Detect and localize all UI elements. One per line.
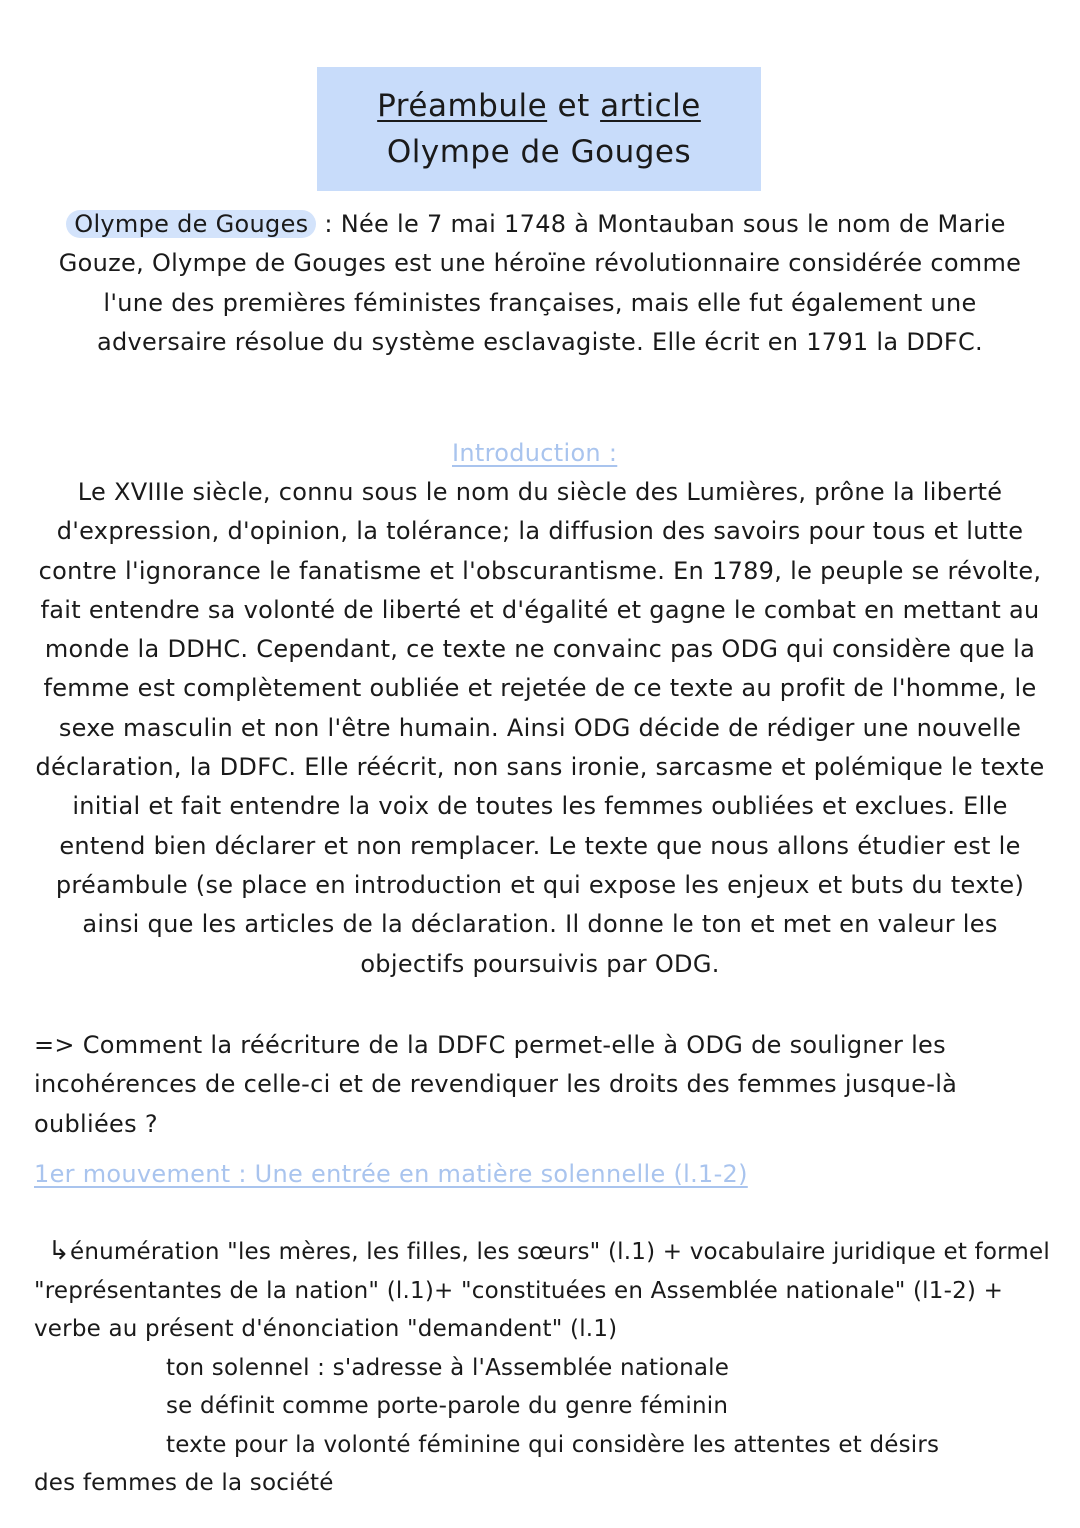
introduction-heading: Introduction : — [452, 439, 618, 467]
title-line-2: Olympe de Gouges — [386, 134, 692, 170]
problematique: => Comment la réécriture de la DDFC permet-elle à ODG de souligner les incohérences de celle-ci et de revendiquer les droits des femmes jusque-là oubliées ? — [34, 1031, 958, 1138]
note-line: ton solennel : s'adresse à l'Assemblée nationale — [166, 1354, 730, 1381]
introduction-paragraph: Le XVIIIe siècle, connu sous le nom du siècle des Lumières, prône la liberté d'expression, d'opinion, la tolérance; la diffusion des savoirs pour tous et lutte contre l'ignorance le fanatisme et l'obscurantisme. En 1789, le peuple se révolte, fait entendre sa volonté de liberté et d'égalité et gagne le combat en mettant au monde la DDHC. Cependant, ce texte ne convainc pas ODG qui considère que la femme est complètement oubliée et rejetée de ce texte au profit de l'homme, le sexe masculin et non l'être humain. Ainsi ODG décide de rédiger une nouvelle déclaration, la DDFC. Elle réécrit, non sans ironie, sarcasme et polémique le texte initial et fait entendre la voix de toutes les femmes oubliées et exclues. Elle entend bien déclarer et non remplacer. Le texte que nous allons étudier est le préambule (se place en introduction et qui expose les enjeux et buts du texte) ainsi que les articles de la déclaration. Il donne le ton et met en valeur les objectifs poursuivis par ODG. — [35, 478, 1045, 978]
bio-paragraph — [40, 205, 1040, 362]
note-tail: des femmes de la société — [34, 1470, 334, 1496]
title-word-article: article — [600, 88, 701, 124]
bio-text: : Née le 7 mai 1748 à Montauban sous le nom de Marie Gouze, Olympe de Gouges est une héroïne révolutionnaire considérée comme l'une des premières féministes françaises, mais elle fut également une adversaire résolue du système esclavagiste. Elle écrit en 1791 la DDFC. — [58, 210, 1022, 356]
note-line: se définit comme porte-parole du genre féminin — [166, 1393, 729, 1419]
bio-name-highlight: Olympe de Gouges — [66, 210, 316, 238]
title-word-et: et — [547, 88, 601, 124]
title-box — [317, 67, 761, 191]
title-word-preambule: Préambule — [377, 88, 548, 124]
title-line-1 — [317, 83, 761, 129]
analysis-text: énumération "les mères, les filles, les sœurs" (l.1) + vocabulaire juridique et formel "représentantes de la nation" (l.1)+ "constituées en Assemblée nationale" (l1-2) + verbe au présent d'énonciation "demandent" (l.1) — [34, 1239, 1050, 1342]
hook-arrow-icon: ↳ — [48, 1236, 70, 1266]
mouvement1-heading: 1er mouvement : Une entrée en matière solennelle (l.1-2) — [34, 1160, 748, 1188]
note-line: texte pour la volonté féminine qui considère les attentes et désirs — [166, 1431, 940, 1458]
mouvement1-notes — [34, 1232, 1054, 1503]
